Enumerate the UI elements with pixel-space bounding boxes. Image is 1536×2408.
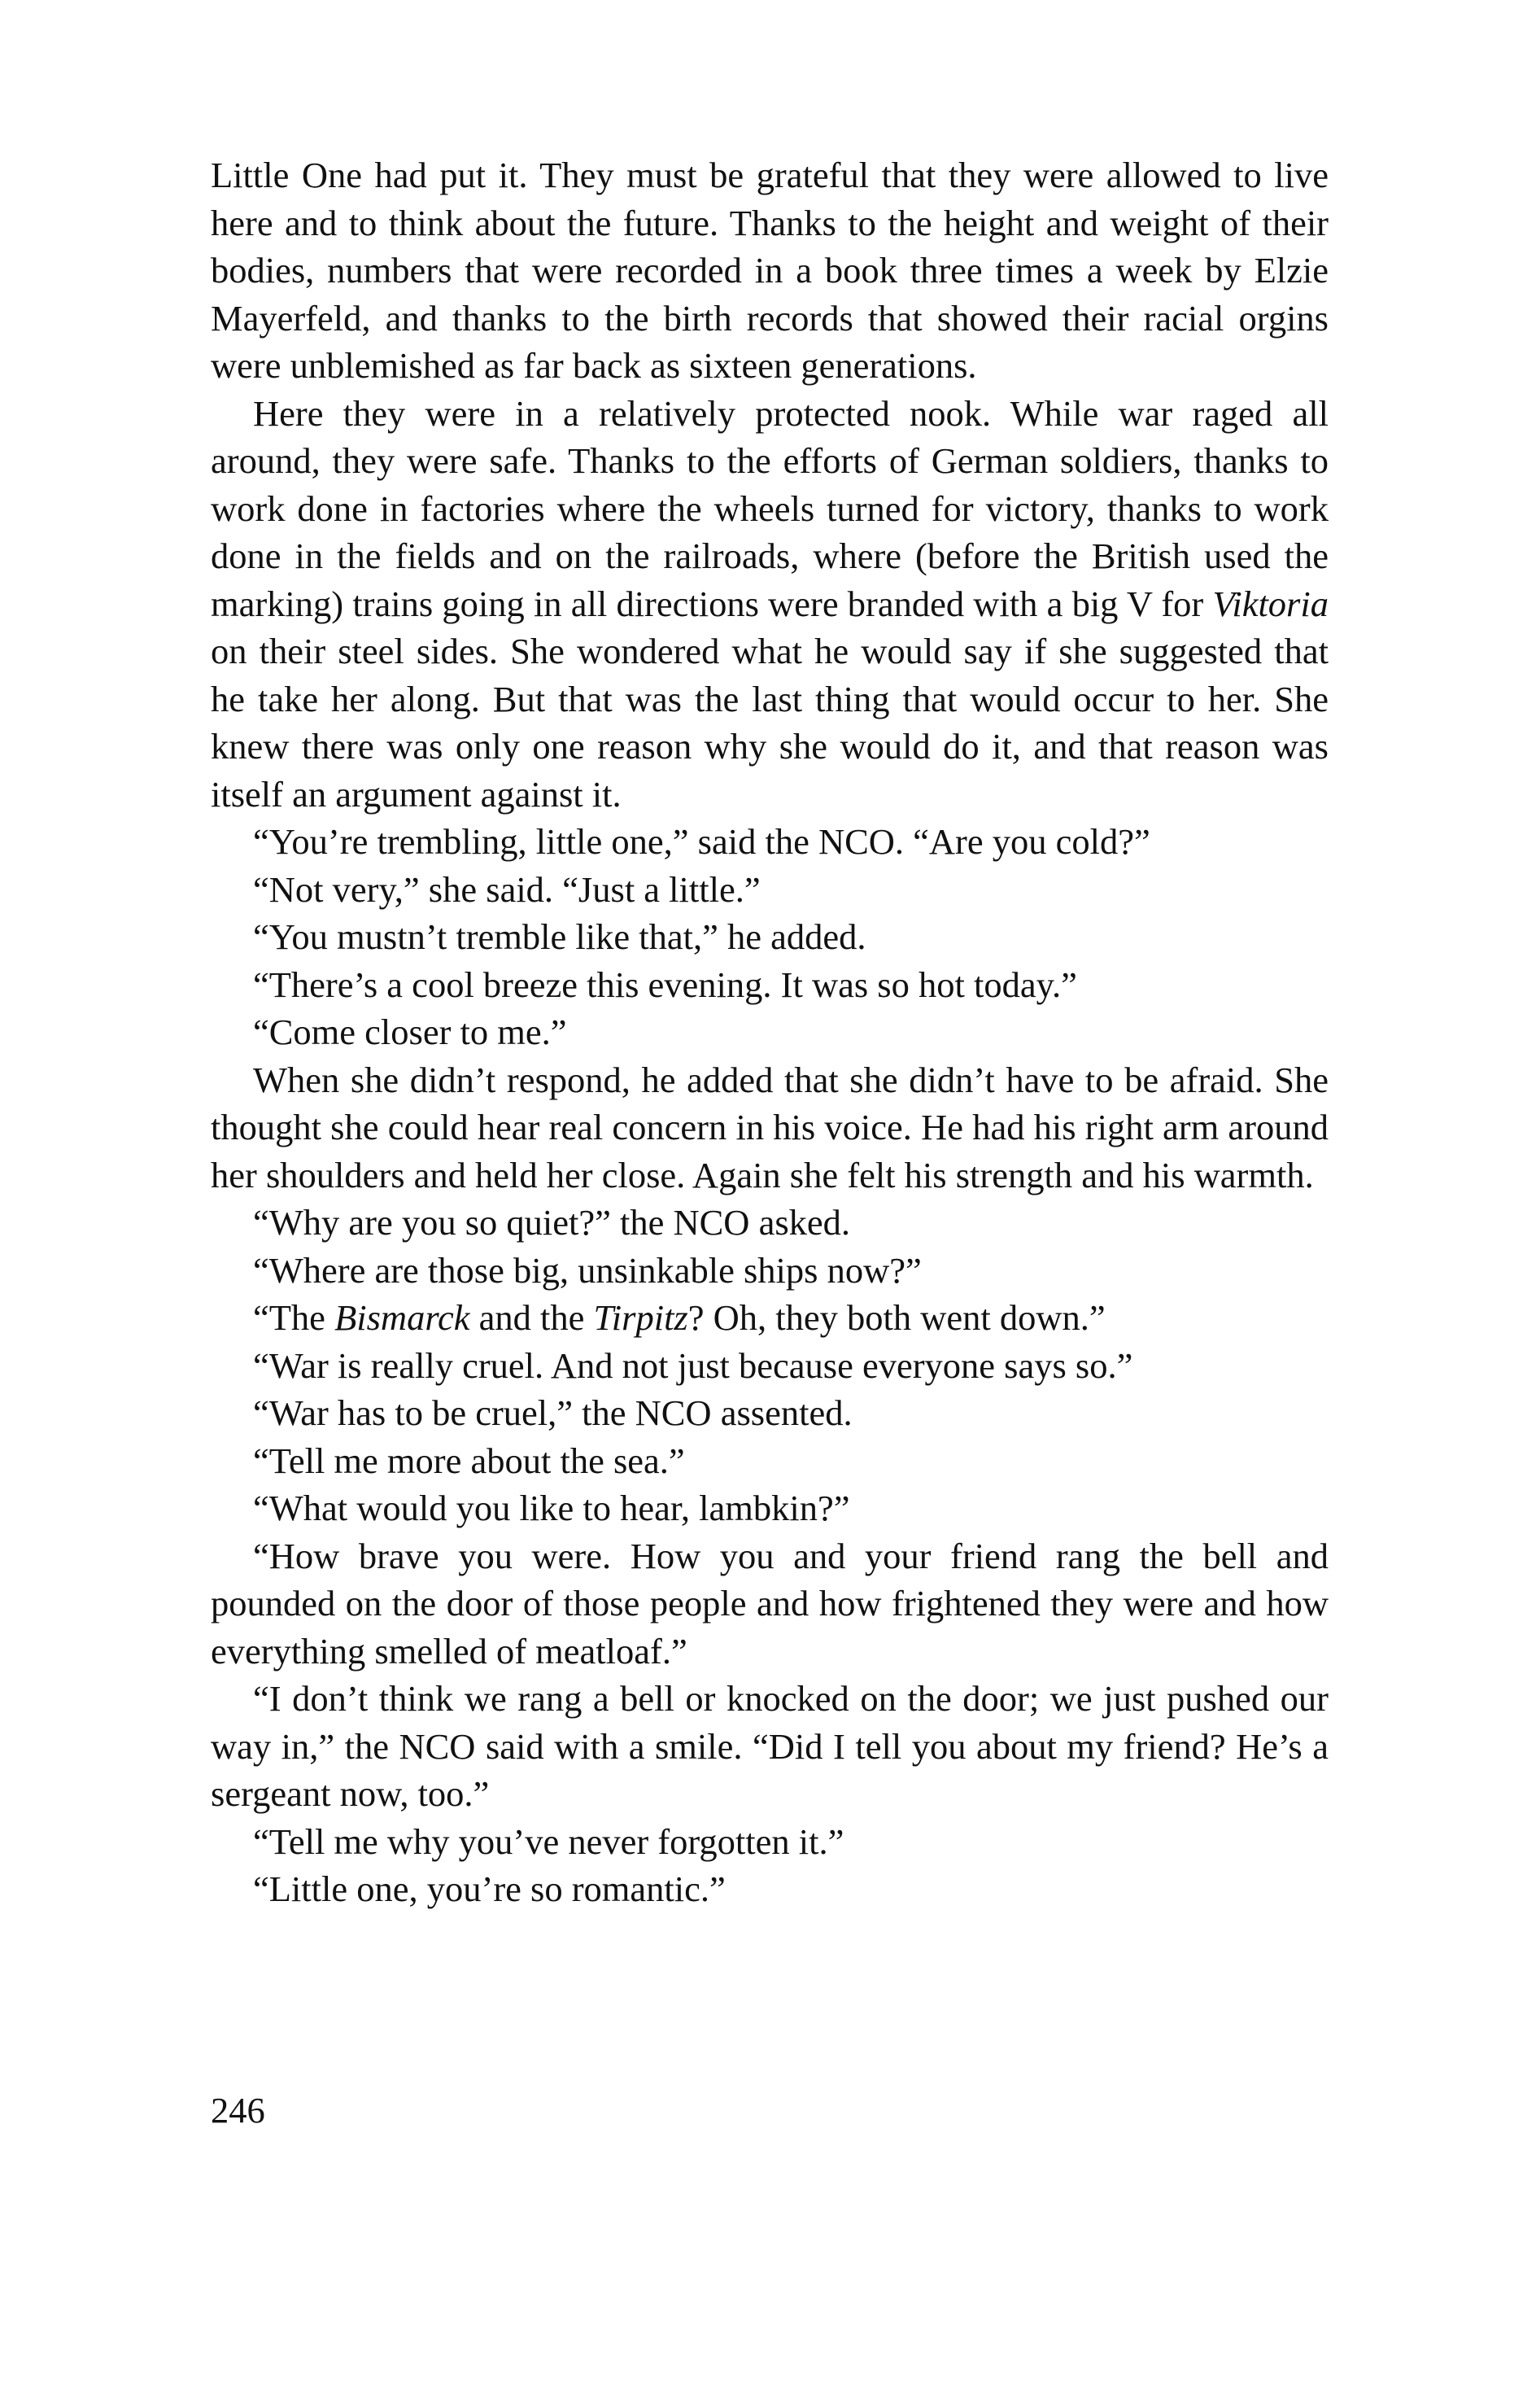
text-run: “Tell me why you’ve never forgotten it.” — [253, 1820, 844, 1862]
italic-text: Bismarck — [334, 1297, 470, 1338]
italic-text: Viktoria — [1212, 583, 1329, 624]
paragraph — [211, 1294, 1329, 1342]
paragraph — [211, 961, 1329, 1009]
text-run: “Why are you so quiet?” the NCO asked. — [253, 1202, 851, 1243]
text-run: “Not very,” she said. “Just a little.” — [253, 868, 761, 910]
page-number: 246 — [211, 2090, 265, 2130]
text-run: “The — [253, 1297, 335, 1338]
paragraph — [211, 1532, 1329, 1676]
paragraph — [211, 1437, 1329, 1485]
text-run: “Where are those big, unsinkable ships now?” — [253, 1249, 922, 1291]
paragraph — [211, 390, 1329, 819]
paragraph — [211, 866, 1329, 914]
text-run: ? Oh, they both went down.” — [687, 1297, 1106, 1338]
body-text — [211, 151, 1329, 1913]
text-run: “I don’t think we rang a bell or knocked on the door; we just pushed our way in,” the NCO said with a smile. “Did I tell you about my friend? He’s a sergeant now, too.” — [211, 1678, 1329, 1814]
text-run: and the — [469, 1297, 594, 1338]
text-run: “You mustn’t tremble like that,” he added. — [253, 916, 866, 957]
paragraph — [211, 1818, 1329, 1866]
paragraph — [211, 1389, 1329, 1437]
text-run: Here they were in a relatively protected nook. While war raged all around, they were safe. Thanks to the efforts of German soldiers, thanks to work done in factories where the wheels turned for victory, thanks to work done in the fields and on the railroads, where (before the British used the marking) trains going in all directions were branded with a big V for — [211, 392, 1329, 624]
text-run: “You’re trembling, little one,” said the NCO. “Are you cold?” — [253, 821, 1150, 862]
paragraph — [211, 1056, 1329, 1200]
paragraph — [211, 913, 1329, 961]
paragraph — [211, 1342, 1329, 1390]
text-run: “War has to be cruel,” the NCO assented. — [253, 1392, 853, 1433]
paragraph — [211, 151, 1329, 390]
paragraph — [211, 818, 1329, 866]
text-run: Little One had put it. They must be grateful that they were allowed to live here and to think about the future. Thanks to the height and weight of their bodies, numbers that were recorded in a book three times a week by Elzie Mayerfeld, and thanks to the birth records that showed their racial orgins were unblemished as far back as sixteen generations. — [211, 155, 1329, 386]
paragraph — [211, 1675, 1329, 1818]
paragraph — [211, 1199, 1329, 1247]
text-run: “Little one, you’re so romantic.” — [253, 1868, 726, 1909]
text-run: “Come closer to me.” — [253, 1012, 567, 1052]
paragraph — [211, 1247, 1329, 1295]
italic-text: Tirpitz — [593, 1297, 688, 1338]
paragraph — [211, 1865, 1329, 1913]
text-run: “There’s a cool breeze this evening. It was so hot today.” — [253, 964, 1077, 1005]
text-run: “Tell me more about the sea.” — [253, 1440, 685, 1481]
text-run: on their steel sides. She wondered what he would say if she suggested that he take her along. But that was the last thing that would occur to her. She knew there was only one reason why she would do it, and that reason was itself an argument against it. — [211, 631, 1329, 815]
text-run: When she didn’t respond, he added that she didn’t have to be afraid. She thought she could hear real concern in his voice. He had his right arm around her shoulders and held her close. Again she felt his strength and his warmth. — [211, 1059, 1329, 1195]
paragraph — [211, 1008, 1329, 1056]
text-run: “What would you like to hear, lambkin?” — [253, 1488, 850, 1528]
text-run: “How brave you were. How you and your friend rang the bell and pounded on the door of those people and how frightened they were and how everything smelled of meatloaf.” — [211, 1535, 1329, 1672]
text-run: “War is really cruel. And not just because everyone says so.” — [253, 1344, 1133, 1386]
paragraph — [211, 1484, 1329, 1532]
